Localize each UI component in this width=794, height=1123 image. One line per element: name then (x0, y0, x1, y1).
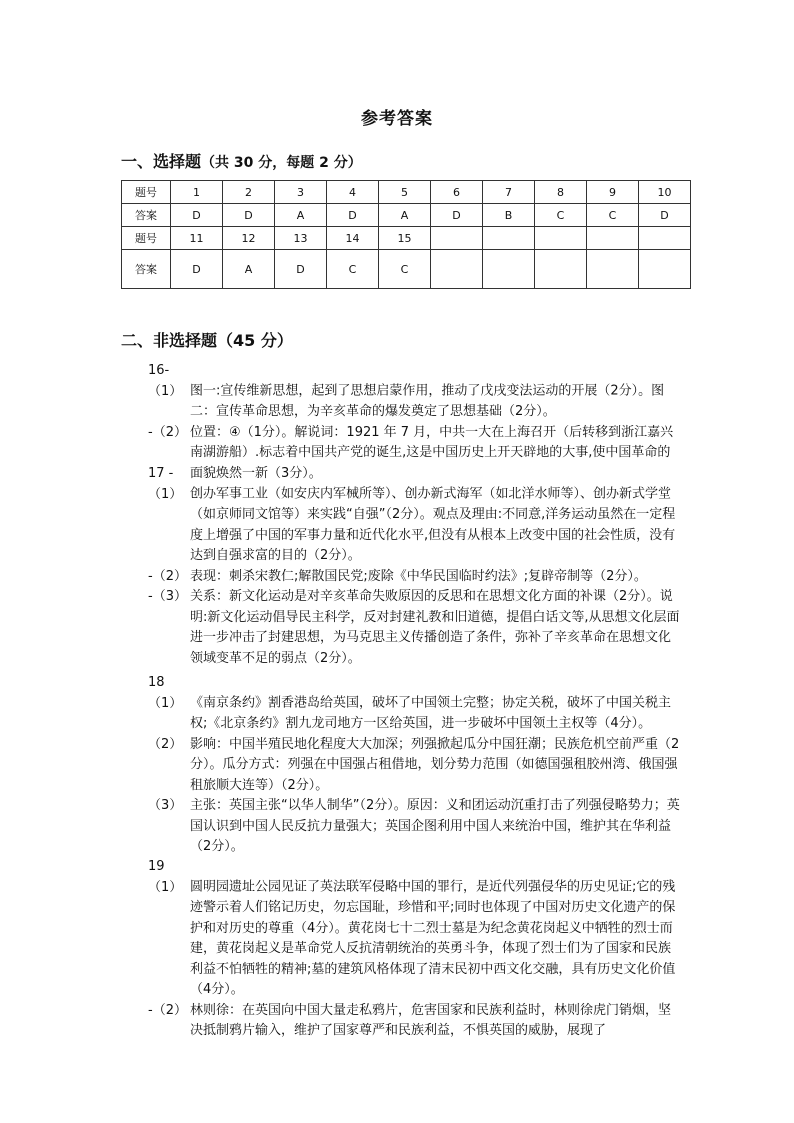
table-cell: 6 (431, 181, 483, 204)
q18-part-2-text: 影响：中国半殖民地化程度大大加深；列强掀起瓜分中国狂潮；民族危机空前严重（2分）。瓜分方式：列强在中国强占租借地，划分势力范围（如德国强租胶州湾、俄国强租旅顺大连等）（2分）。 (190, 736, 680, 793)
q19-part-2-label: -（2） (148, 1002, 187, 1018)
table-cell: 10 (639, 181, 691, 204)
q17-part-3-text: 关系：新文化运动是对辛亥革命失败原因的反思和在思想文化方面的补课（2分）。说明:新文化运动倡导民主科学，反对封建礼教和旧道德，提倡白话文等,从思想文化层面进一步冲击了封建思想，为马克思主义传播创造了条件，弥补了辛亥革命在思想文化领域变革不足的弱点（2分）。 (190, 589, 680, 666)
table-cell: 9 (587, 181, 639, 204)
table-row-header: 题号 (122, 181, 171, 204)
q18-part-3-text: 主张：英国主张“以华人制华”（2分）。原因：义和团运动沉重打击了列强侵略势力；英国认识到中国人民反抗力量强大；英国企图利用中国人来统治中国，维护其在华利益（2分）。 (190, 798, 680, 854)
table-cell: 3 (275, 181, 327, 204)
question-18 (148, 673, 682, 858)
table-cell: D (275, 250, 327, 289)
table-cell (483, 227, 535, 250)
question-17 (148, 464, 682, 669)
table-cell: B (483, 204, 535, 227)
table-cell: 8 (535, 181, 587, 204)
table-row (122, 227, 691, 250)
table-cell: C (379, 250, 431, 289)
q19-part-1 (148, 857, 682, 1001)
q16-part-2-label: -（2） (148, 424, 187, 440)
table-cell: D (171, 250, 223, 289)
q17-part-2 (148, 567, 682, 588)
q18-part-3 (148, 796, 682, 858)
table-cell: D (223, 204, 275, 227)
q17-part-1 (148, 464, 682, 567)
table-cell: C (327, 250, 379, 289)
answer-table (121, 180, 691, 289)
table-row-header: 答案 (122, 204, 171, 227)
section-1-heading (121, 149, 362, 172)
q18-part-2-label: （2） (148, 736, 183, 752)
q18-part-1-label: 18（1） (148, 675, 183, 711)
table-cell: A (223, 250, 275, 289)
page-title: 参考答案 (361, 109, 433, 129)
table-row (122, 250, 691, 289)
table-cell (639, 250, 691, 289)
table-cell: 2 (223, 181, 275, 204)
q16-part-1-label: 16-（1） (148, 363, 183, 399)
q19-part-2-text: 林则徐：在英国向中国大量走私鸦片，危害国家和民族利益时，林则徐虎门销烟，坚决抵制鸦片输入，维护了国家尊严和民族利益，不惧英国的威胁，展现了 (190, 1002, 672, 1038)
section-1-title: 一、选择题 (121, 152, 202, 171)
table-row-header: 答案 (122, 250, 171, 289)
table-row (122, 204, 691, 227)
q17-part-3-label: -（3） (148, 589, 187, 604)
q19-part-1-label: 19（1） (148, 859, 183, 895)
table-cell: D (171, 204, 223, 227)
table-cell: 1 (171, 181, 223, 204)
table-cell: 13 (275, 227, 327, 250)
question-19 (148, 857, 682, 1042)
table-cell (587, 227, 639, 250)
q17-part-1-text: 创办军事工业（如安庆内军械所等）、创办新式海军（如北洋水师等）、创办新式学堂（如京师同文馆等）来实践“自强”（2分）。观点及理由:不同意,洋务运动虽然在一定程度上增强了中国的军事力量和近代化水平,但没有从根本上改变中国的社会性质，没有达到自强求富的目的（2分）。 (190, 486, 676, 563)
table-cell: D (327, 204, 379, 227)
table-cell (535, 227, 587, 250)
table-cell: 11 (171, 227, 223, 250)
table-cell: C (535, 204, 587, 227)
table-cell: 12 (223, 227, 275, 250)
q16-part-1-text: 图一:宣传维新思想，起到了思想启蒙作用，推动了戊戌变法运动的开展（2分）。图二：宣传革命思想，为辛亥革命的爆发奠定了思想基础（2分）。 (190, 383, 665, 419)
table-cell (639, 227, 691, 250)
q17-part-2-text: 表现：刺杀宋教仁;解散国民党;废除《中华民国临时约法》;复辟帝制等（2分）。 (190, 568, 647, 584)
table-cell: 4 (327, 181, 379, 204)
table-cell: D (431, 204, 483, 227)
q19-part-1-text: 圆明园遗址公园见证了英法联军侵略中国的罪行，是近代列强侵华的历史见证;它的残迹警示着人们铭记历史，勿忘国耻，珍惜和平;同时也体现了中国对历史文化遗产的保护和对历史的尊重（4分）。黄花岗七十二烈士墓是为纪念黄花岗起义中牺牲的烈士而建，黄花岗起义是革命党人反抗清朝统治的英勇斗争，体现了烈士们为了国家和民族利益不怕牺牲的精神;墓的建筑风格体现了清末民初中西文化交融，具有历史文化价值（4分）。 (190, 879, 676, 997)
table-cell: D (639, 204, 691, 227)
q16-part-2-text: 位置：④（1分）。解说词：1921 年 7 月，中共一大在上海召开（后转移到浙江嘉兴南湖游船）.标志着中国共产党的诞生,这是中国历史上开天辟地的大事,使中国革命的面貌焕然一新（3分）。 (190, 424, 674, 481)
table-cell: A (379, 204, 431, 227)
q17-part-2-label: -（2） (148, 568, 187, 584)
table-cell (431, 250, 483, 289)
section-1-note: （共 30 分，每题 2 分） (201, 155, 362, 171)
table-cell: C (587, 204, 639, 227)
q17-part-1-label: 17 -（1） (148, 466, 183, 502)
table-cell (535, 250, 587, 289)
table-cell (587, 250, 639, 289)
table-cell (431, 227, 483, 250)
q17-part-3 (148, 587, 682, 669)
table-cell: A (275, 204, 327, 227)
table-cell: 5 (379, 181, 431, 204)
table-cell: 14 (327, 227, 379, 250)
q18-part-1 (148, 673, 682, 735)
table-cell: 7 (483, 181, 535, 204)
table-row-header: 题号 (122, 227, 171, 250)
table-row (122, 181, 691, 204)
q19-part-2 (148, 1001, 682, 1042)
q18-part-1-text: 《南京条约》割香港岛给英国，破坏了中国领土完整；协定关税，破坏了中国关税主权;《北京条约》割九龙司地方一区给英国，进一步破坏中国领土主权等（4分）。 (190, 695, 672, 731)
q18-part-3-label: （3） (148, 798, 183, 813)
table-cell (483, 250, 535, 289)
section-2-heading: 二、非选择题（45 分） (121, 331, 293, 350)
table-cell: 15 (379, 227, 431, 250)
q18-part-2 (148, 735, 682, 797)
q16-part-1 (148, 361, 682, 423)
